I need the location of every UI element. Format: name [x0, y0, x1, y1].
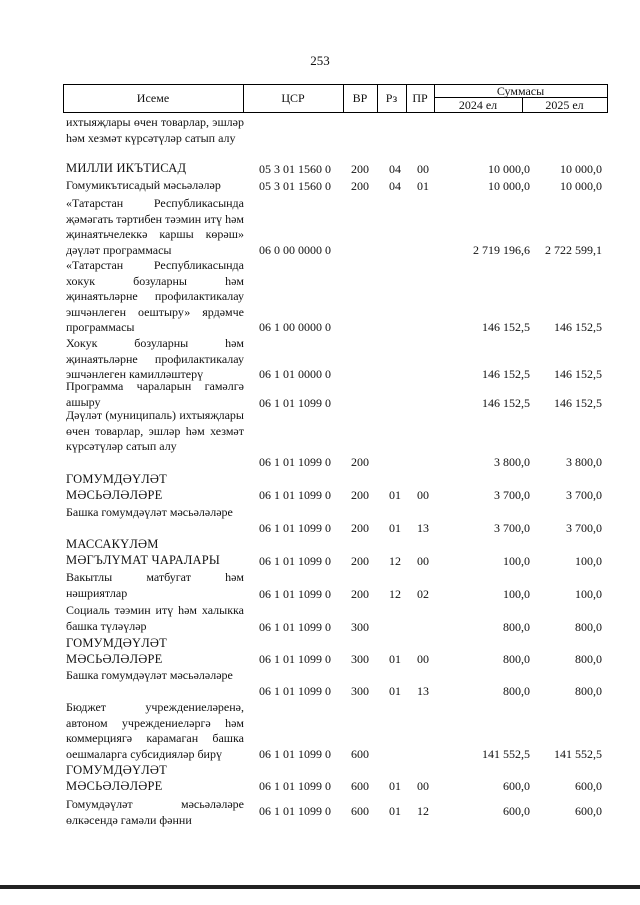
- table-row: [0, 472, 640, 503]
- row-2025: 600,0: [575, 803, 602, 818]
- row-2025: 800,0: [575, 619, 602, 634]
- row-2025: 100,0: [575, 553, 602, 568]
- row-pr: 00: [417, 487, 429, 502]
- row-name: Бюджет учреждениеләренә, автоном учреждениеләргә һәм коммерциягә карамаган башка оешмаларга субсидияләр бирү: [66, 700, 244, 761]
- row-name: ГОМУМДӘҮЛӘТ МӘСЬӘЛӘЛӘРЕ: [66, 636, 167, 666]
- table-row: [0, 178, 640, 194]
- row-csr: 06 1 01 1099 0: [259, 395, 331, 410]
- row-rz: 01: [389, 803, 401, 818]
- row-2024: 2 719 196,6: [473, 242, 530, 257]
- row-2025: 600,0: [575, 778, 602, 793]
- scan-edge-bar: [0, 885, 640, 889]
- row-vr: 200: [351, 520, 369, 535]
- row-name: ГОМУМДӘҮЛӘТ МӘСЬӘЛӘЛӘРЕ: [66, 763, 167, 793]
- header-rz: Рз: [385, 91, 398, 105]
- row-rz: 04: [389, 178, 401, 193]
- table-row: [0, 668, 640, 699]
- header-2024: 2024 ел: [458, 98, 498, 112]
- row-pr: 00: [417, 778, 429, 793]
- header-name: Исеме: [136, 91, 170, 105]
- header-vr: ВР: [352, 91, 368, 105]
- table-row: [0, 763, 640, 794]
- row-2024: 146 152,5: [482, 319, 530, 334]
- row-2025: 146 152,5: [554, 395, 602, 410]
- row-vr: 300: [351, 683, 369, 698]
- row-name: Башка гомумдәүләт мәсьәләләре: [66, 505, 233, 519]
- row-2025: 146 152,5: [554, 319, 602, 334]
- row-name: ГОМУМДӘҮЛӘТ МӘСЬӘЛӘЛӘРЕ: [66, 472, 167, 502]
- table-row: [0, 570, 640, 602]
- row-2025: 2 722 599,1: [545, 242, 602, 257]
- row-vr: 200: [351, 161, 369, 176]
- row-2025: 10 000,0: [560, 161, 602, 176]
- row-pr: 00: [417, 553, 429, 568]
- row-csr: 05 3 01 1560 0: [259, 178, 331, 193]
- row-vr: 200: [351, 178, 369, 193]
- row-name: Хокук бозуларны һәм җинаятьләрне профилактикалау эшчәнлеген камилләштерү: [66, 336, 244, 381]
- row-rz: 01: [389, 520, 401, 535]
- row-vr: 300: [351, 651, 369, 666]
- row-name: Башка гомумдәүләт мәсьәләләре: [66, 668, 233, 682]
- table-row: [0, 505, 640, 536]
- table-row: [0, 161, 640, 177]
- header-pr: ПР: [412, 91, 428, 105]
- row-name: МАССАКҮЛӘМ МӘГЪЛҮМАТ ЧАРАЛАРЫ: [66, 537, 220, 567]
- row-2025: 146 152,5: [554, 366, 602, 381]
- row-vr: 200: [351, 586, 369, 601]
- row-name: Программа чараларын гамәлгә ашыру: [66, 379, 244, 409]
- row-name: «Татарстан Республикасында җәмәгать тәртибен тәэмин итү һәм җинаятьчелеккә каршы көрәш» дәүләт программасы: [66, 196, 244, 257]
- row-csr: 06 1 01 1099 0: [259, 454, 331, 469]
- row-pr: 01: [417, 178, 429, 193]
- row-rz: 01: [389, 683, 401, 698]
- row-rz: 12: [389, 553, 401, 568]
- row-2025: 10 000,0: [560, 178, 602, 193]
- row-csr: 06 1 01 1099 0: [259, 746, 331, 761]
- row-2025: 3 700,0: [566, 520, 602, 535]
- row-csr: 06 0 00 0000 0: [259, 242, 331, 257]
- row-name: ихтыяҗлары өчен товарлар, эшләр һәм хезмәт күрсәтүләр сатып алу: [66, 115, 244, 145]
- row-2024: 146 152,5: [482, 366, 530, 381]
- row-2024: 10 000,0: [488, 178, 530, 193]
- row-2024: 100,0: [503, 586, 530, 601]
- table-row: [0, 408, 640, 470]
- table-row: [0, 636, 640, 667]
- row-name: Социаль тәэмин итү һәм халыкка башка түләүләр: [66, 603, 244, 633]
- row-csr: 06 1 01 1099 0: [259, 520, 331, 535]
- table-row: [0, 196, 640, 258]
- row-pr: 13: [417, 520, 429, 535]
- row-2024: 600,0: [503, 778, 530, 793]
- row-pr: 13: [417, 683, 429, 698]
- header-sums: Суммасы: [496, 84, 545, 98]
- row-name: МИЛЛИ ИКЪТИСАД: [66, 161, 187, 175]
- row-csr: 06 1 01 1099 0: [259, 487, 331, 502]
- row-2024: 800,0: [503, 619, 530, 634]
- row-rz: 01: [389, 778, 401, 793]
- row-csr: 05 3 01 1560 0: [259, 161, 331, 176]
- row-2025: 3 700,0: [566, 487, 602, 502]
- page-number: 253: [310, 53, 330, 68]
- row-2025: 3 800,0: [566, 454, 602, 469]
- table-row: [0, 797, 640, 826]
- table-row: [0, 115, 640, 161]
- table-row: [0, 700, 640, 762]
- header-csr: ЦСР: [281, 91, 305, 105]
- row-vr: 600: [351, 803, 369, 818]
- row-name: «Татарстан Республикасында хокук бозуларны һәм җинаятьләрне профилактикалау эшчәнлеген оештыру» ярдәмче программасы: [66, 258, 244, 334]
- row-2024: 3 700,0: [494, 487, 530, 502]
- row-vr: 200: [351, 487, 369, 502]
- table-row: [0, 336, 640, 382]
- row-csr: 06 1 00 0000 0: [259, 319, 331, 334]
- row-csr: 06 1 01 1099 0: [259, 651, 331, 666]
- row-name: Дәүләт (муниципаль) ихтыяҗлары өчен товарлар, эшләр һәм хезмәт күрсәтүләр сатып алу: [66, 408, 244, 453]
- row-vr: 200: [351, 454, 369, 469]
- row-pr: 12: [417, 803, 429, 818]
- row-pr: 00: [417, 161, 429, 176]
- row-pr: 00: [417, 651, 429, 666]
- row-vr: 200: [351, 553, 369, 568]
- row-2024: 800,0: [503, 683, 530, 698]
- row-2025: 800,0: [575, 683, 602, 698]
- row-rz: 01: [389, 651, 401, 666]
- row-2024: 800,0: [503, 651, 530, 666]
- row-name: Гомумикътисадый мәсьәләләр: [66, 178, 221, 192]
- row-rz: 04: [389, 161, 401, 176]
- row-csr: 06 1 01 1099 0: [259, 619, 331, 634]
- header-2025: 2025 ел: [545, 98, 584, 112]
- row-2024: 10 000,0: [488, 161, 530, 176]
- row-2024: 146 152,5: [482, 395, 530, 410]
- row-2024: 3 700,0: [494, 520, 530, 535]
- row-2024: 600,0: [503, 803, 530, 818]
- table-row: [0, 379, 640, 411]
- row-2024: 3 800,0: [494, 454, 530, 469]
- row-csr: 06 1 01 1099 0: [259, 586, 331, 601]
- table-row: [0, 537, 640, 569]
- table-header: [63, 84, 608, 113]
- row-2025: 141 552,5: [554, 746, 602, 761]
- row-vr: 600: [351, 746, 369, 761]
- row-2025: 800,0: [575, 651, 602, 666]
- row-name: Вакытлы матбугат һәм нәшриятлар: [66, 570, 244, 600]
- row-name: Гомумдәүләт мәсьәләләре өлкәсендә гамәли фәнни: [66, 797, 244, 827]
- row-rz: 12: [389, 586, 401, 601]
- row-csr: 06 1 01 1099 0: [259, 553, 331, 568]
- table-row: [0, 258, 640, 335]
- row-2024: 100,0: [503, 553, 530, 568]
- row-csr: 06 1 01 0000 0: [259, 366, 331, 381]
- row-vr: 600: [351, 778, 369, 793]
- row-pr: 02: [417, 586, 429, 601]
- row-2024: 141 552,5: [482, 746, 530, 761]
- table-row: [0, 603, 640, 635]
- row-2025: 100,0: [575, 586, 602, 601]
- row-vr: 300: [351, 619, 369, 634]
- row-rz: 01: [389, 487, 401, 502]
- row-csr: 06 1 01 1099 0: [259, 803, 331, 818]
- row-csr: 06 1 01 1099 0: [259, 778, 331, 793]
- row-csr: 06 1 01 1099 0: [259, 683, 331, 698]
